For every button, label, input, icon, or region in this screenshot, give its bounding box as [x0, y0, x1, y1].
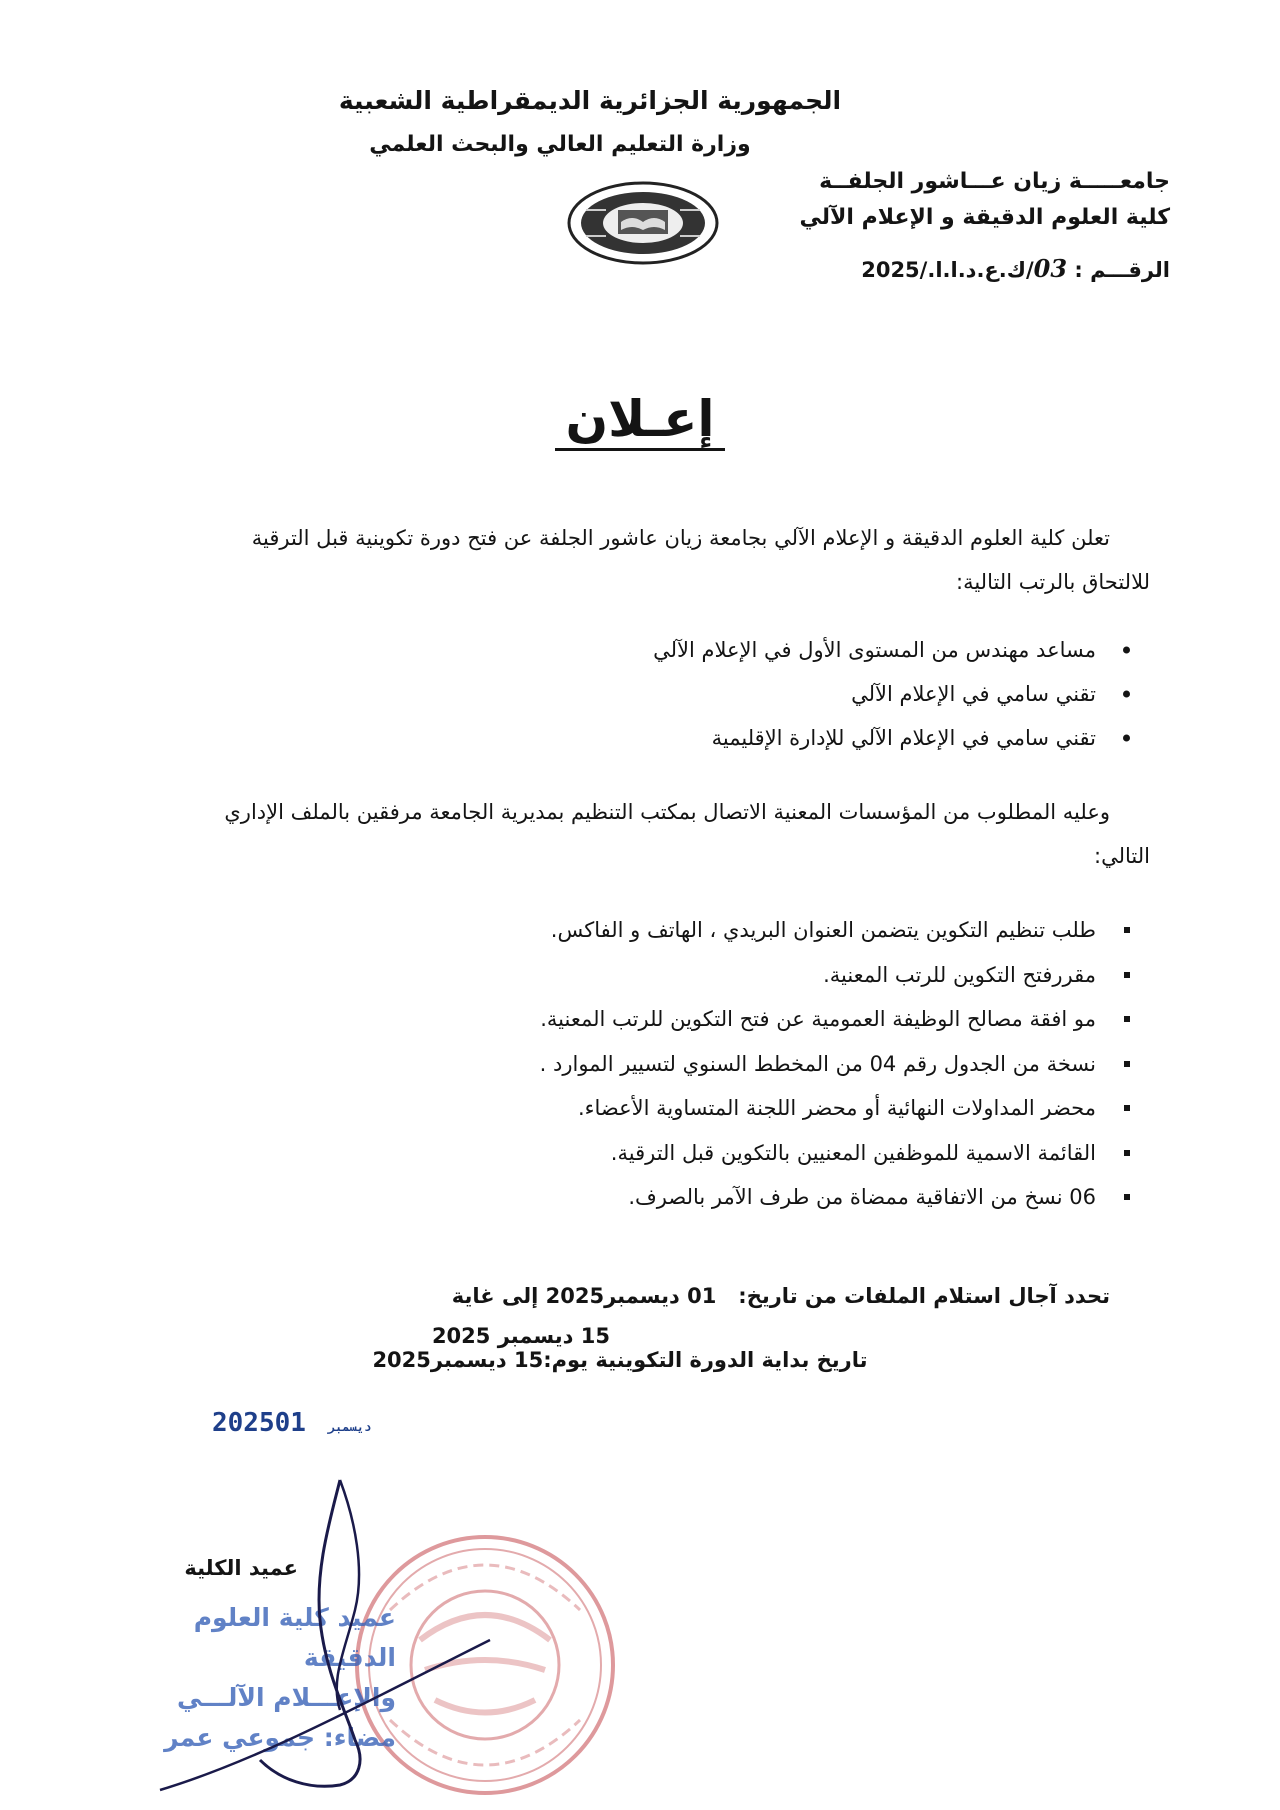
list-item: القائمة الاسمية للموظفين المعنيين بالتكوين قبل الترقية. — [240, 1131, 1140, 1176]
list-item: نسخة من الجدول رقم 04 من المخطط السنوي لتسيير الموارد . — [240, 1042, 1140, 1087]
handwritten-signature — [140, 1460, 500, 1800]
date-stamp-day: 01 — [274, 1408, 306, 1438]
dean-stamp-line-2: والإعـــلام الآلـــي — [177, 1683, 396, 1712]
intro-line-2: للالتحاق بالرتب التالية: — [956, 570, 1150, 594]
list-item: مقررفتح التكوين للرتب المعنية. — [240, 953, 1140, 998]
date-stamp — [212, 1408, 382, 1452]
intro-paragraph — [110, 516, 1150, 604]
start-date: تاريخ بداية الدورة التكوينية يوم:15 ديسمبر2025 — [372, 1348, 868, 1372]
ministry-header: وزارة التعليم العالي والبحث العلمي — [369, 132, 751, 157]
list-item: تقني سامي في الإعلام الآلي للإدارة الإقليمية — [240, 716, 1140, 760]
list-item: 06 نسخ من الاتفاقية ممضاة من طرف الآمر بالصرف. — [240, 1175, 1140, 1220]
requirement-line-2: التالي: — [1094, 844, 1150, 868]
date-stamp-year: 2025 — [212, 1408, 275, 1438]
reference-number: 03 — [1033, 254, 1068, 283]
reference-line — [750, 254, 1170, 283]
deadline-from: 01 ديسمبر2025 — [545, 1284, 717, 1308]
date-stamp-month: ديسمبر — [327, 1420, 372, 1434]
deadline-block — [210, 1276, 1110, 1356]
requirement-paragraph — [110, 790, 1150, 878]
deadline-to-label: إلى غاية — [451, 1284, 539, 1308]
institution-block — [750, 164, 1170, 236]
deadline-line-1 — [210, 1276, 1110, 1316]
republic-header: الجمهورية الجزائرية الديمقراطية الشعبية — [338, 86, 842, 115]
deadline-label: تحدد آجال استلام الملفات من تاريخ: — [738, 1284, 1110, 1308]
list-item: مساعد مهندس من المستوى الأول في الإعلام الآلي — [240, 628, 1140, 672]
intro-line-1: تعلن كلية العلوم الدقيقة و الإعلام الآلي بجامعة زيان عاشور الجلفة عن فتح دورة تكوينية قبل الترقية — [251, 526, 1110, 550]
dean-title: عميد الكلية — [184, 1556, 298, 1580]
reference-label: الرقـــم : — [1074, 258, 1170, 282]
ranks-list — [240, 628, 1140, 760]
announcement-title: إعـلان — [440, 390, 840, 448]
documents-list — [240, 908, 1140, 1220]
university-logo — [566, 180, 720, 266]
list-item: مو افقة مصالح الوظيفة العمومية عن فتح التكوين للرتب المعنية. — [240, 997, 1140, 1042]
requirement-line-1: وعليه المطلوب من المؤسسات المعنية الاتصال بمكتب التنظيم بمديرية الجامعة مرفقين بالملف الإداري — [224, 800, 1110, 824]
list-item: تقني سامي في الإعلام الآلي — [240, 672, 1140, 716]
university-name: جامعـــــة زيان عـــاشور الجلفــة — [819, 169, 1170, 194]
deadline-to: 15 ديسمبر 2025 — [431, 1324, 610, 1348]
dean-stamp-line-3: مضاء: جموعي عمر — [164, 1723, 396, 1752]
dean-stamp-line-1: عميد كلية العلوم الدقيقة — [193, 1603, 396, 1672]
reference-suffix: /ك.ع.د.ا.ا./2025 — [861, 258, 1034, 282]
list-item: طلب تنظيم التكوين يتضمن العنوان البريدي ، الهاتف و الفاكس. — [240, 908, 1140, 953]
faculty-name: كلية العلوم الدقيقة و الإعلام الآلي — [799, 205, 1170, 230]
list-item: محضر المداولات النهائية أو محضر اللجنة المتساوية الأعضاء. — [240, 1086, 1140, 1131]
